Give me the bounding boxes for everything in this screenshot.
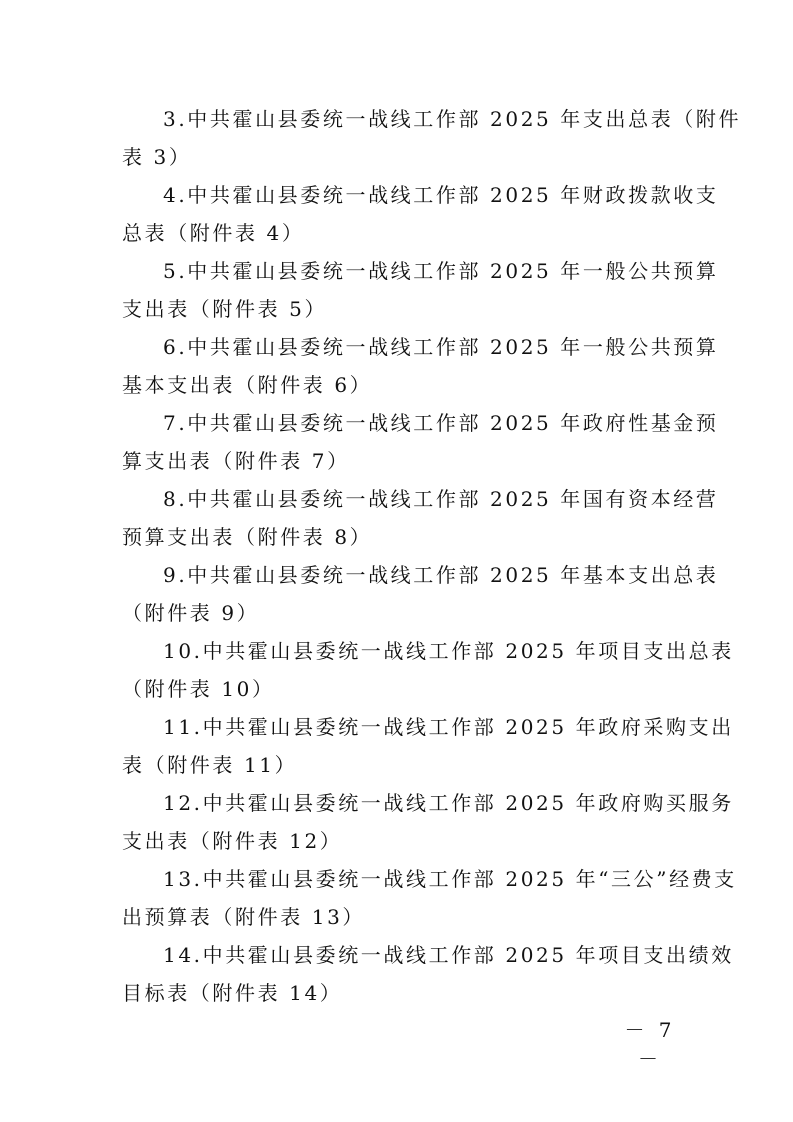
list-item-line: 4.中共霍山县委统一战线工作部 2025 年财政拨款收支 bbox=[163, 183, 719, 207]
list-item-line: 14.中共霍山县委统一战线工作部 2025 年项目支出绩效 bbox=[163, 943, 734, 967]
list-item-6 bbox=[122, 328, 719, 404]
list-item-line: 5.中共霍山县委统一战线工作部 2025 年一般公共预算 bbox=[163, 259, 719, 283]
list-item-line: （附件表 10） bbox=[122, 677, 275, 701]
list-item-line: 支出表（附件表 12） bbox=[122, 829, 343, 853]
list-item-9 bbox=[122, 556, 719, 632]
list-item-line: 13.中共霍山县委统一战线工作部 2025 年“三公”经费支 bbox=[163, 867, 737, 891]
page-number: － 7 － bbox=[624, 1018, 676, 1071]
list-item-line: 表 3） bbox=[122, 145, 192, 169]
list-item-line: 8.中共霍山县委统一战线工作部 2025 年国有资本经营 bbox=[163, 487, 719, 511]
list-item-line: 算支出表（附件表 7） bbox=[122, 449, 350, 473]
list-item-12 bbox=[122, 784, 734, 860]
list-item-line: 总表（附件表 4） bbox=[122, 221, 305, 245]
list-item-line: 10.中共霍山县委统一战线工作部 2025 年项目支出总表 bbox=[163, 639, 734, 663]
list-item-line: 9.中共霍山县委统一战线工作部 2025 年基本支出总表 bbox=[163, 563, 719, 587]
list-item-line: 12.中共霍山县委统一战线工作部 2025 年政府购买服务 bbox=[163, 791, 734, 815]
list-item-line: 11.中共霍山县委统一战线工作部 2025 年政府采购支出 bbox=[163, 715, 734, 739]
list-item-3 bbox=[122, 100, 742, 176]
list-item-line: 6.中共霍山县委统一战线工作部 2025 年一般公共预算 bbox=[163, 335, 719, 359]
list-item-line: 基本支出表（附件表 6） bbox=[122, 373, 373, 397]
attachment-list bbox=[122, 100, 742, 1012]
list-item-line: （附件表 9） bbox=[122, 601, 260, 625]
list-item-line: 目标表（附件表 14） bbox=[122, 981, 343, 1005]
list-item-line: 7.中共霍山县委统一战线工作部 2025 年政府性基金预 bbox=[163, 411, 719, 435]
list-item-10 bbox=[122, 632, 734, 708]
list-item-13 bbox=[122, 860, 737, 936]
list-item-8 bbox=[122, 480, 719, 556]
list-item-7 bbox=[122, 404, 719, 480]
list-item-line: 表（附件表 11） bbox=[122, 753, 298, 777]
list-item-5 bbox=[122, 252, 719, 328]
list-item-line: 出预算表（附件表 13） bbox=[122, 905, 366, 929]
list-item-14 bbox=[122, 936, 734, 1012]
list-item-line: 3.中共霍山县委统一战线工作部 2025 年支出总表（附件 bbox=[163, 107, 742, 131]
list-item-line: 预算支出表（附件表 8） bbox=[122, 525, 373, 549]
list-item-4 bbox=[122, 176, 719, 252]
list-item-11 bbox=[122, 708, 734, 784]
list-item-line: 支出表（附件表 5） bbox=[122, 297, 328, 321]
